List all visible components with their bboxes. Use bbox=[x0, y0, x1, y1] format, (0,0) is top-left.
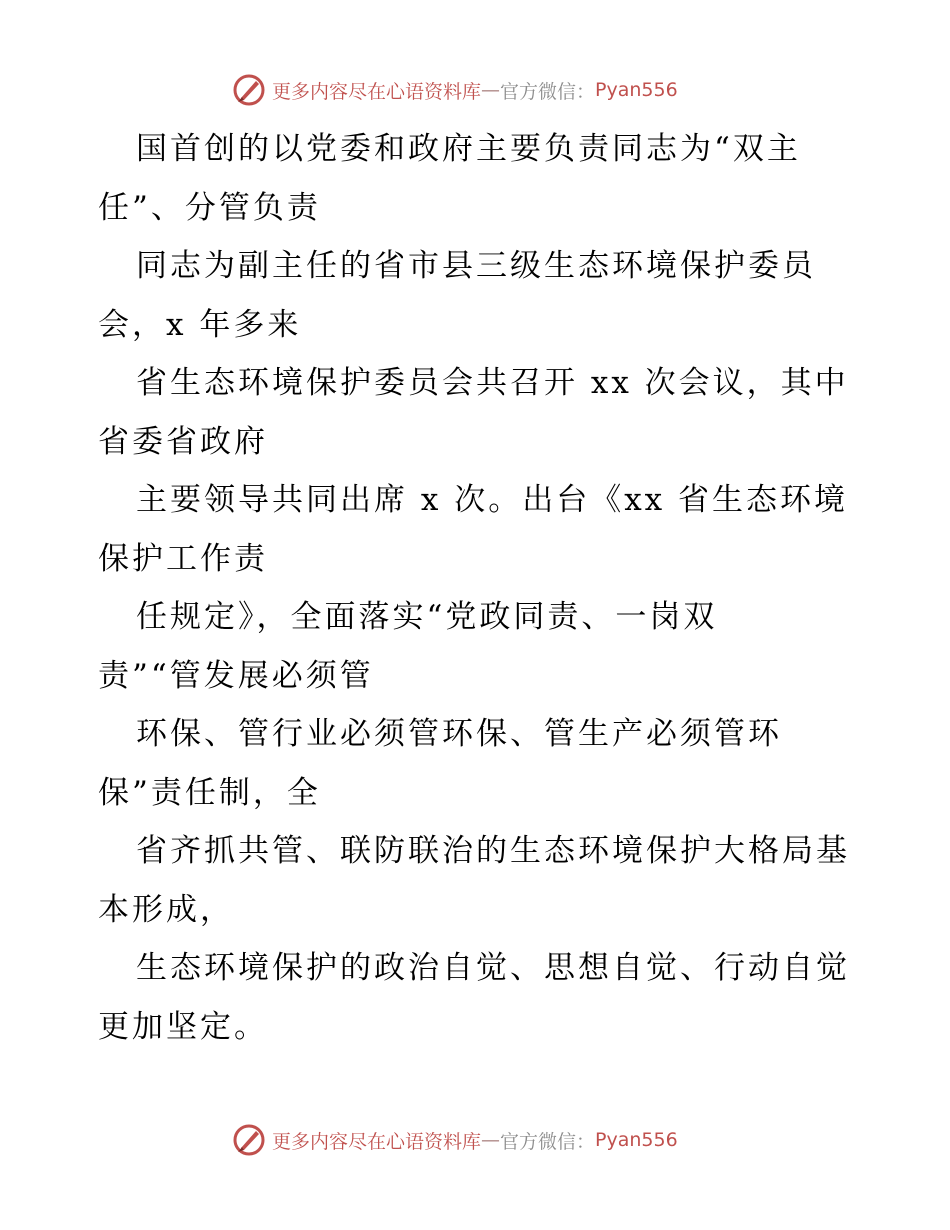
paragraph-line: 责”“管发展必须管 bbox=[98, 657, 374, 694]
paragraph-line: 保护工作责 bbox=[98, 540, 268, 577]
banner-site-text: 更多内容尽在心语资料库 bbox=[272, 1130, 482, 1153]
paragraph-line: 省齐抓共管、联防联治的生态环境保护大格局基 bbox=[136, 833, 850, 869]
paragraph-line: 会，x 年多来 bbox=[98, 306, 302, 343]
banner-separator: — bbox=[481, 1129, 501, 1151]
banner-site-text: 更多内容尽在心语资料库 bbox=[272, 80, 482, 103]
paragraph-line: 省委省政府 bbox=[98, 423, 268, 460]
banner-wechat-label: 官方微信： bbox=[500, 1130, 596, 1153]
paragraph-line: 国首创的以党委和政府主要负责同志为“双主 bbox=[136, 131, 801, 167]
banner-wechat-id: Pyan556 bbox=[595, 79, 678, 101]
paragraph-line: 生态环境保护的政治自觉、思想自觉、行动自觉 bbox=[136, 950, 850, 986]
banner-wechat-id: Pyan556 bbox=[595, 1129, 678, 1151]
footer-banner bbox=[232, 1120, 752, 1160]
pen-quill-logo-icon bbox=[232, 1123, 266, 1157]
paragraph-line: 保”责任制，全 bbox=[98, 774, 321, 811]
paragraph-line: 本形成， bbox=[98, 891, 234, 928]
paragraph-line: 同志为副主任的省市县三级生态环境保护委员 bbox=[136, 248, 816, 284]
paragraph-line: 任”、分管负责 bbox=[98, 189, 321, 226]
paragraph-line: 主要领导共同出席 x 次。出台《xx 省生态环境 bbox=[136, 482, 849, 518]
document-body bbox=[98, 120, 858, 1056]
paragraph-line: 更加坚定。 bbox=[98, 1008, 268, 1045]
pen-quill-logo-icon bbox=[232, 73, 266, 107]
banner-wechat-label: 官方微信： bbox=[500, 80, 596, 103]
banner-separator: — bbox=[481, 79, 501, 101]
paragraph-line: 省生态环境保护委员会共召开 xx 次会议，其中 bbox=[136, 365, 849, 401]
paragraph-line: 环保、管行业必须管环保、管生产必须管环 bbox=[136, 716, 782, 752]
paragraph-line: 任规定》，全面落实“党政同责、一岗双 bbox=[136, 599, 718, 635]
header-banner bbox=[232, 70, 752, 110]
